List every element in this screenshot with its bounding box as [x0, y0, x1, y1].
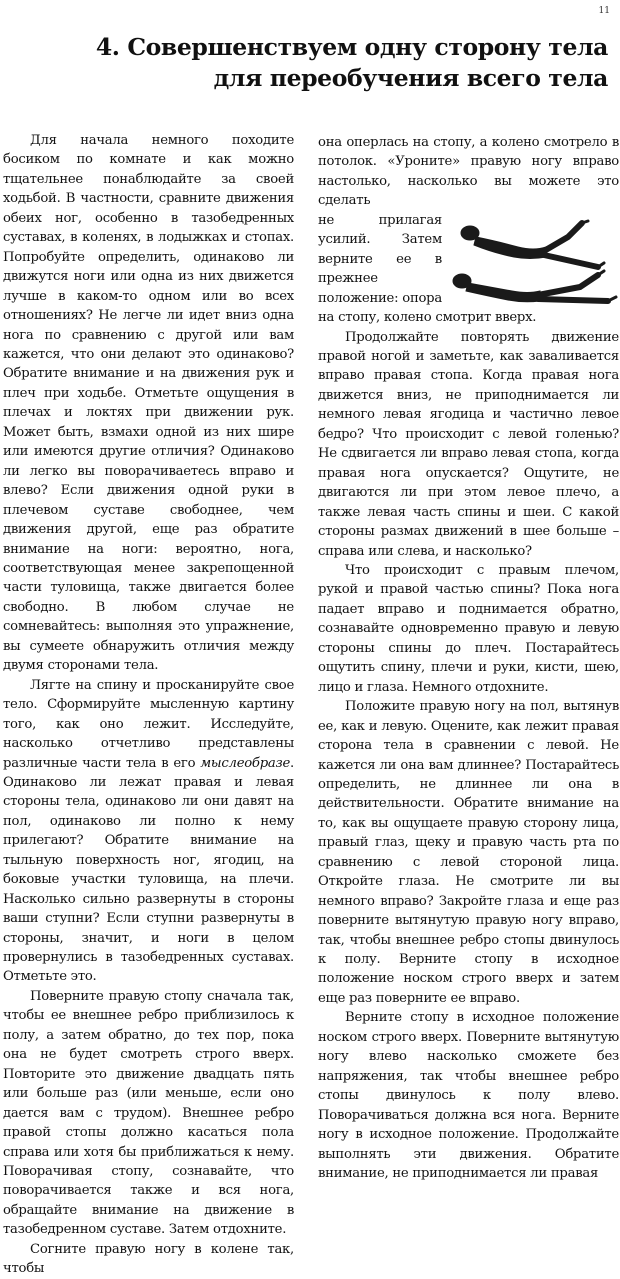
paragraph: Согните правую ногу в колене так, чтобы	[3, 1241, 294, 1277]
paragraph: не прилагая усилий. Затем верните ее в прежнее положение: опора на стопу, колено смотрит вверх.	[318, 212, 537, 326]
paragraph: Положите правую ногу на пол, вытянув ее, как и левую. Оцените, как лежит правая сторона тела в сравнении с левой. Не кажется ли она вам длиннее? Постарайтесь определить, не длиннее ли она в действительности. Обратите внимание на то, как вы ощущаете правую сторону лица, правый глаз, щеку и правую часть рта по сравнению с левой стороной лица. Откройте глаза. Не смотрите ли вы немного вправо? Закройте глаза и еще раз поверните вытянутую правую ногу вправо, так, чтобы внешнее ребро стопы двинулось к полу. Верните стопу в исходное положение носком строго вверх и затем еще раз поверните ее вправо.	[318, 699, 619, 1006]
paragraph: Что происходит с правым плечом, рукой и правой частью спины? Пока нога падает вправо и поднимается обратно, сознавайте одновременно правую и левую стороны спины до плеч. Постарайтесь ощутить спину, плечи и руки, кисти, шею, лицо и глаза. Немного отдохните.	[318, 562, 619, 695]
chapter-title-line-2: для переобучения всего тела	[213, 64, 608, 92]
exercise-illustration	[448, 217, 620, 305]
left-column	[3, 131, 294, 1279]
right-column	[318, 133, 619, 1183]
paragraph: Для начала немного походите босиком по комнате и как можно тщательнее понаблюдайте за своей ходьбой. В частности, сравните движения обеих ног, особенно в тазобедренных суставах, в коленях, в лодыжках и стопах. Попробуйте определить, одинаково ли движутся ноги или одна из них движется лучше в каком-то одном или во всех отношениях? Не легче ли идет вниз одна нога по сравнению с другой или вам кажется, что они делают это одинаково? Обратите внимание и на движения рук и плеч при ходьбе. Отметьте ощущения в плечах и локтях при движении рук. Может быть, взмахи одной из них шире или имеются другие отличия? Одинаково ли легко вы поворачиваетесь вправо и влево? Если движения одной руки в плечевом суставе свободнее, чем движения другой, еще раз обратите внимание на ноги: вероятно, нога, соответствующая менее закрепощенной части туловища, также двигается более свободно. В любом случае не сомневайтесь: выполняя это упражнение, вы сумеете обнаружить отличия между двумя сторонами тела.	[3, 133, 294, 674]
paragraph-text: . Одинаково ли лежат правая и левая стороны тела, одинаково ли они давят на пол, одинаково ли полно к нему прилегают? Обратите внимание на тыльную поверхность ног, ягодиц, на боковые участки туловища, на плечи. Насколько сильно развернуты в стороны ваши ступни? Если ступни развернуты в стороны, значит, и ноги в целом провернулись в тазобедренных суставах. Отметьте это.	[3, 755, 294, 985]
paragraph-text: Лягте на спину и просканируйте свое тело. Сформируйте мысленную картину того, как оно лежит. Исследуйте, насколько отчетливо представлены различные части тела в его	[3, 677, 294, 771]
paragraph: она оперлась на стопу, а колено смотрело в потолок. «Уроните» правую ногу вправо настолько, насколько вы можете это сделать	[318, 135, 619, 209]
paragraph: Продолжайте повторять движение правой ногой и заметьте, как заваливается вправо правая стопа. Когда правая нога движется вниз, не приподнимается ли немного левая ягодица и частично левое бедро? Что происходит с левой голенью? Не сдвигается ли вправо левая стопа, когда правая нога опускается? Ощутите, не двигаются ли при этом левое плечо, а также левая часть спины и шеи. С какой стороны размах движений в шее больше – справа или слева, и насколько?	[318, 329, 619, 559]
page-number: 11	[598, 6, 610, 16]
paragraph: Поверните правую стопу сначала так, чтобы ее внешнее ребро приблизилось к полу, а затем обратно, до тех пор, пока она не будет смотреть строго вверх. Повторите это движение двадцать пять или больше раз (или меньше, если оно дается вам с трудом). Внешнее ребро правой стопы должно касаться пола справа или хотя бы приближаться к нему. Поворачивая стопу, сознавайте, что поворачивается также и вся нога, обращайте внимание на движение в тазобедренном суставе. Затем отдохните.	[3, 988, 294, 1238]
italic-term: мыслеобразе	[200, 755, 291, 771]
lying-figures-drawing	[448, 217, 620, 305]
chapter-title	[48, 32, 608, 94]
paragraph	[3, 676, 294, 987]
paragraph: Верните стопу в исходное положение носком строго вверх. Поверните вытянутую ногу влево насколько сможете без напряжения, так чтобы внешнее ребро стопы двинулось к полу влево. Поворачиваться должна вся нога. Верните ногу в исходное положение. Продолжайте выполнять эти движения. Обратите внимание, не приподнимается ли правая	[318, 1010, 619, 1182]
chapter-title-line-1: 4. Совершенствуем одну сторону тела	[95, 33, 608, 61]
